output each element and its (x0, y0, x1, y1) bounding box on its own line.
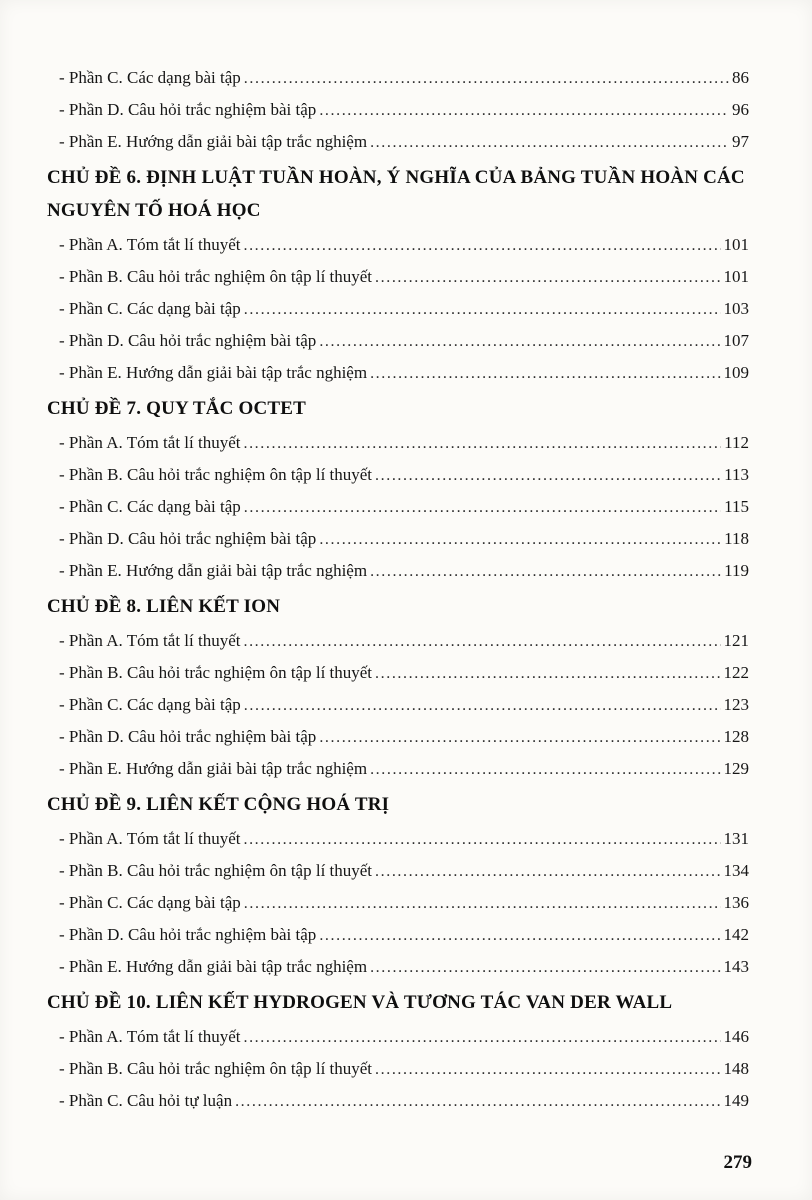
toc-entry-label: - Phần B. Câu hỏi trắc nghiệm ôn tập lí thuyết (59, 465, 373, 484)
dot-leader (375, 855, 720, 887)
toc-entry (47, 62, 749, 94)
toc-section-heading: CHỦ ĐỀ 7. QUY TẮC OCTET (47, 398, 307, 419)
toc-entry-page: 142 (723, 925, 749, 944)
toc-entry-label: - Phần B. Câu hỏi trắc nghiệm ôn tập lí thuyết (59, 267, 373, 286)
dot-leader (244, 491, 721, 523)
dot-leader (243, 1021, 720, 1053)
toc-entry-label: - Phần C. Các dạng bài tập (59, 68, 241, 87)
dot-leader (370, 126, 729, 158)
toc-entry-page: 118 (724, 529, 749, 548)
dot-leader (244, 887, 721, 919)
toc-entry-label: - Phần C. Câu hỏi tự luận (59, 1091, 233, 1110)
toc-entry-page: 86 (732, 68, 749, 87)
toc-entry (47, 325, 749, 357)
toc-entry (47, 491, 749, 523)
dot-leader (235, 1085, 720, 1117)
toc-entry-label: - Phần E. Hướng dẫn giải bài tập trắc nghiệm (59, 957, 368, 976)
dot-leader (243, 625, 720, 657)
toc-entry-page: 96 (732, 100, 749, 119)
toc-entry-label: - Phần D. Câu hỏi trắc nghiệm bài tập (59, 100, 317, 119)
toc-entry-page: 143 (723, 957, 749, 976)
toc-entry-page: 146 (723, 1027, 749, 1046)
toc-section-heading: CHỦ ĐỀ 10. LIÊN KẾT HYDROGEN VÀ TƯƠNG TÁC VAN DER WALL (47, 992, 673, 1013)
toc-entry-label: - Phần C. Các dạng bài tập (59, 299, 241, 318)
dot-leader (370, 357, 720, 389)
toc-section-heading: CHỦ ĐỀ 6. ĐỊNH LUẬT TUẦN HOÀN, Ý NGHĨA CỦA BẢNG TUẦN HOÀN CÁC NGUYÊN TỐ HOÁ HỌC (47, 167, 745, 221)
toc-entry (47, 126, 749, 158)
toc-entry-page: 122 (723, 663, 749, 682)
toc-entry-label: - Phần B. Câu hỏi trắc nghiệm ôn tập lí thuyết (59, 861, 373, 880)
toc-entry-label: - Phần B. Câu hỏi trắc nghiệm ôn tập lí thuyết (59, 1059, 373, 1078)
toc-entry (47, 919, 749, 951)
toc-entry-label: - Phần C. Các dạng bài tập (59, 497, 241, 516)
toc-entry (47, 951, 749, 983)
toc-entry (47, 1053, 749, 1085)
toc-entry (47, 721, 749, 753)
toc-entry (47, 625, 749, 657)
toc-entry-label: - Phần E. Hướng dẫn giải bài tập trắc nghiệm (59, 132, 368, 151)
toc-entry-label: - Phần B. Câu hỏi trắc nghiệm ôn tập lí thuyết (59, 663, 373, 682)
toc-entry-page: 101 (723, 235, 749, 254)
dot-leader (244, 62, 729, 94)
dot-leader (319, 94, 729, 126)
toc-entry-label: - Phần E. Hướng dẫn giải bài tập trắc nghiệm (59, 363, 368, 382)
dot-leader (370, 951, 720, 983)
toc-entry (47, 855, 749, 887)
toc-entry-page: 129 (723, 759, 749, 778)
toc-entry-label: - Phần D. Câu hỏi trắc nghiệm bài tập (59, 925, 317, 944)
dot-leader (243, 823, 720, 855)
toc-entry (47, 887, 749, 919)
toc-entry (47, 427, 749, 459)
toc-entry-page: 121 (723, 631, 749, 650)
dot-leader (319, 919, 720, 951)
toc-entry-page: 112 (724, 433, 749, 452)
dot-leader (244, 689, 721, 721)
toc-entry-page: 97 (732, 132, 749, 151)
toc-entry-page: 128 (723, 727, 749, 746)
toc-entry (47, 261, 749, 293)
toc-entry-label: - Phần A. Tóm tắt lí thuyết (59, 829, 241, 848)
dot-leader (375, 261, 720, 293)
toc-entry (47, 1021, 749, 1053)
toc-entry-page: 149 (723, 1091, 749, 1110)
table-of-contents (47, 62, 749, 1117)
toc-section-heading: CHỦ ĐỀ 8. LIÊN KẾT ION (47, 596, 281, 617)
toc-entry (47, 1085, 749, 1117)
toc-entry-page: 123 (723, 695, 749, 714)
dot-leader (319, 523, 721, 555)
toc-entry (47, 689, 749, 721)
toc-entry-page: 109 (723, 363, 749, 382)
toc-entry (47, 94, 749, 126)
dot-leader (375, 657, 720, 689)
toc-entry-label: - Phần A. Tóm tắt lí thuyết (59, 631, 241, 650)
dot-leader (370, 555, 721, 587)
toc-entry-page: 134 (723, 861, 749, 880)
toc-entry (47, 823, 749, 855)
toc-entry-page: 136 (723, 893, 749, 912)
toc-entry-page: 131 (723, 829, 749, 848)
toc-entry-page: 101 (723, 267, 749, 286)
dot-leader (243, 229, 720, 261)
toc-section-heading: CHỦ ĐỀ 9. LIÊN KẾT CỘNG HOÁ TRỊ (47, 794, 390, 815)
toc-entry (47, 229, 749, 261)
toc-entry-page: 113 (724, 465, 749, 484)
toc-entry-label: - Phần D. Câu hỏi trắc nghiệm bài tập (59, 331, 317, 350)
toc-entry-page: 148 (723, 1059, 749, 1078)
toc-entry-label: - Phần A. Tóm tắt lí thuyết (59, 433, 241, 452)
toc-entry-page: 115 (724, 497, 749, 516)
dot-leader (319, 325, 720, 357)
toc-entry (47, 293, 749, 325)
dot-leader (370, 753, 720, 785)
toc-entry (47, 555, 749, 587)
toc-entry-label: - Phần D. Câu hỏi trắc nghiệm bài tập (59, 727, 317, 746)
toc-entry (47, 357, 749, 389)
toc-entry (47, 459, 749, 491)
toc-entry-page: 119 (724, 561, 749, 580)
toc-entry (47, 753, 749, 785)
toc-entry-label: - Phần D. Câu hỏi trắc nghiệm bài tập (59, 529, 317, 548)
page-number: 279 (723, 1152, 752, 1173)
toc-entry-label: - Phần C. Các dạng bài tập (59, 893, 241, 912)
dot-leader (375, 1053, 720, 1085)
toc-entry-label: - Phần E. Hướng dẫn giải bài tập trắc nghiệm (59, 561, 368, 580)
toc-entry-page: 103 (723, 299, 749, 318)
dot-leader (319, 721, 720, 753)
toc-entry-page: 107 (723, 331, 749, 350)
toc-entry-label: - Phần E. Hướng dẫn giải bài tập trắc nghiệm (59, 759, 368, 778)
toc-entry-label: - Phần A. Tóm tắt lí thuyết (59, 1027, 241, 1046)
toc-entry (47, 523, 749, 555)
toc-entry (47, 657, 749, 689)
toc-entry-label: - Phần C. Các dạng bài tập (59, 695, 241, 714)
toc-entry-label: - Phần A. Tóm tắt lí thuyết (59, 235, 241, 254)
dot-leader (244, 293, 721, 325)
dot-leader (243, 427, 721, 459)
dot-leader (375, 459, 721, 491)
